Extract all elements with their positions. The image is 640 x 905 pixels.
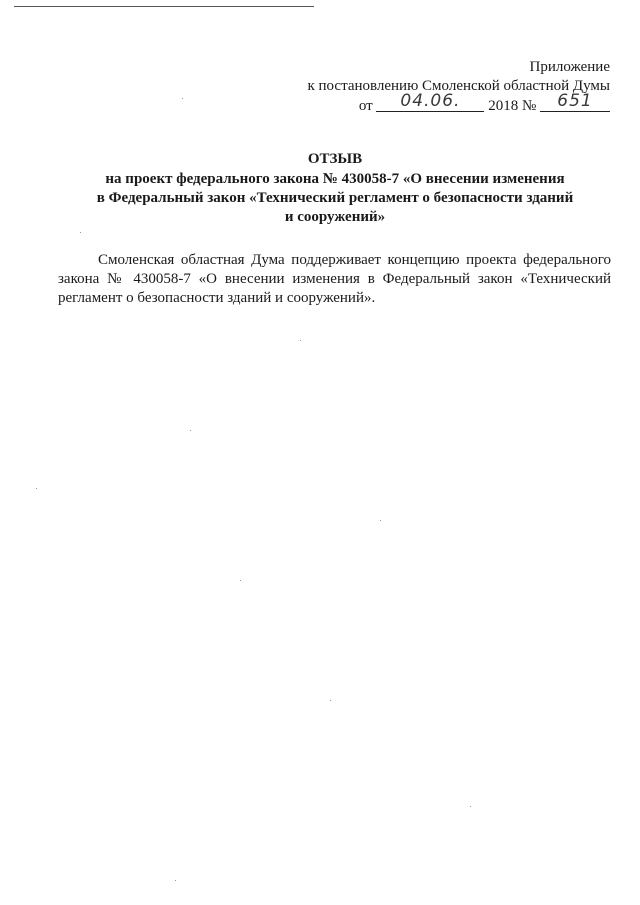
from-prefix: от xyxy=(358,98,373,114)
scan-speck xyxy=(240,580,241,581)
title-line-3: и сооружений» xyxy=(284,209,386,225)
scan-speck xyxy=(182,98,183,99)
appendix-date-line xyxy=(270,91,610,116)
scan-speck xyxy=(175,880,176,881)
scan-speck xyxy=(470,806,471,807)
scan-speck xyxy=(330,700,331,701)
appendix-header xyxy=(270,58,610,116)
scan-speck xyxy=(36,488,37,489)
appendix-label: Приложение xyxy=(529,59,610,75)
title-line-1: на проект федерального закона № 430058-7 «О внесении изменения xyxy=(105,171,565,187)
handwritten-number: 651 xyxy=(557,91,593,111)
title-main: ОТЗЫВ xyxy=(307,151,363,167)
scan-speck xyxy=(80,232,81,233)
number-blank xyxy=(540,91,610,112)
body-paragraph: Смоленская областная Дума поддерживает концепцию проекта федерального закона № 430058-7 «О внесении изменения в Федеральный закон «Технический регламент о безопасности зданий и сооружений». xyxy=(58,252,611,306)
date-blank xyxy=(376,91,484,112)
scan-speck xyxy=(380,520,381,521)
scan-speck xyxy=(300,340,301,341)
handwritten-date: 04.06. xyxy=(400,91,461,111)
appendix-resolution: к постановлению Смоленской областной Думы xyxy=(307,78,610,94)
scan-speck xyxy=(190,430,191,431)
document-title xyxy=(60,150,610,227)
year-text: 2018 № xyxy=(488,98,537,114)
title-line-2: в Федеральный закон «Технический регламент о безопасности зданий xyxy=(96,190,574,206)
scan-edge-line xyxy=(14,6,314,7)
